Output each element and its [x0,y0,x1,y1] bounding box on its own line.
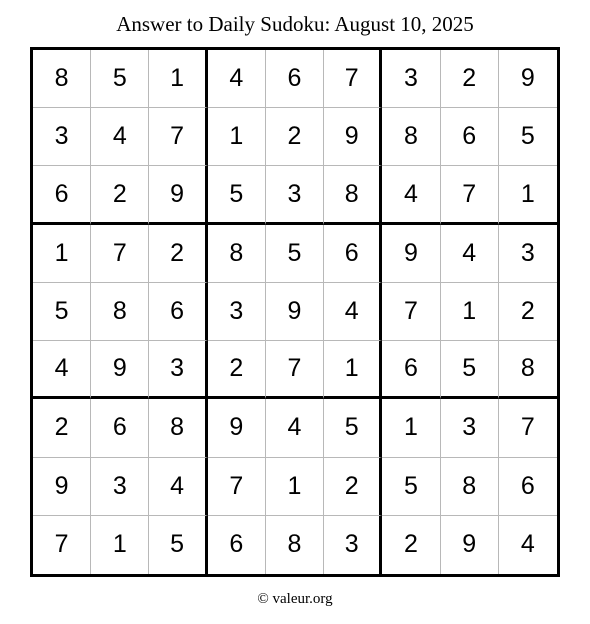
sudoku-cell: 4 [324,283,382,341]
sudoku-cell: 8 [266,516,324,574]
sudoku-cell: 6 [149,283,207,341]
sudoku-cell: 2 [33,399,91,457]
sudoku-cell: 9 [91,341,149,399]
sudoku-cell: 8 [33,50,91,108]
sudoku-cell: 3 [382,50,440,108]
sudoku-cell: 8 [208,225,266,283]
sudoku-cell: 7 [91,225,149,283]
sudoku-cell: 8 [499,341,557,399]
sudoku-cell: 4 [441,225,499,283]
sudoku-cell: 5 [149,516,207,574]
sudoku-cell: 8 [324,166,382,224]
sudoku-cell: 9 [324,108,382,166]
sudoku-cell: 2 [91,166,149,224]
sudoku-cell: 3 [324,516,382,574]
sudoku-grid [30,47,560,577]
sudoku-cell: 7 [149,108,207,166]
sudoku-cell: 9 [441,516,499,574]
sudoku-cell: 1 [149,50,207,108]
sudoku-cell: 9 [499,50,557,108]
sudoku-cell: 5 [499,108,557,166]
page-title: Answer to Daily Sudoku: August 10, 2025 [116,12,474,36]
sudoku-cell: 5 [266,225,324,283]
sudoku-cell: 8 [382,108,440,166]
sudoku-cell: 5 [91,50,149,108]
sudoku-cell: 1 [382,399,440,457]
sudoku-cell: 1 [208,108,266,166]
sudoku-cell: 7 [266,341,324,399]
sudoku-cell: 1 [33,225,91,283]
sudoku-cell: 6 [499,458,557,516]
sudoku-cell: 4 [266,399,324,457]
sudoku-cell: 8 [91,283,149,341]
sudoku-cell: 3 [499,225,557,283]
sudoku-cell: 6 [324,225,382,283]
sudoku-cell: 7 [382,283,440,341]
sudoku-cell: 4 [33,341,91,399]
sudoku-cell: 7 [499,399,557,457]
sudoku-cell: 5 [324,399,382,457]
sudoku-cell: 6 [382,341,440,399]
sudoku-cell: 1 [324,341,382,399]
sudoku-cell: 3 [91,458,149,516]
sudoku-cell: 9 [149,166,207,224]
sudoku-cell: 5 [208,166,266,224]
sudoku-cell: 3 [33,108,91,166]
sudoku-cell: 2 [441,50,499,108]
sudoku-cell: 2 [208,341,266,399]
sudoku-cell: 8 [441,458,499,516]
sudoku-cell: 7 [441,166,499,224]
sudoku-cell: 9 [208,399,266,457]
sudoku-cell: 6 [91,399,149,457]
sudoku-cell: 1 [91,516,149,574]
sudoku-cell: 2 [149,225,207,283]
sudoku-cell: 1 [441,283,499,341]
sudoku-cell: 9 [266,283,324,341]
sudoku-cell: 4 [520,530,535,559]
sudoku-cell: 3 [266,166,324,224]
sudoku-cell: 2 [382,516,440,574]
sudoku-cell: 7 [33,516,91,574]
sudoku-cell: 6 [208,516,266,574]
sudoku-cell: 9 [33,458,91,516]
sudoku-cell: 2 [324,458,382,516]
sudoku-cell: 4 [208,50,266,108]
sudoku-cell: 6 [441,108,499,166]
sudoku-cell: 8 [149,399,207,457]
sudoku-cell: 4 [149,458,207,516]
copyright-footer: © valeur.org [257,591,333,607]
sudoku-cell: 2 [499,283,557,341]
sudoku-cell: 2 [266,108,324,166]
sudoku-cell: 4 [382,166,440,224]
sudoku-cell: 1 [499,166,557,224]
sudoku-cell: 3 [441,399,499,457]
sudoku-cell: 3 [208,283,266,341]
sudoku-cell: 4 [91,108,149,166]
sudoku-cell: 7 [324,50,382,108]
sudoku-cell: 7 [208,458,266,516]
sudoku-cell: 5 [441,341,499,399]
sudoku-cell: 5 [33,283,91,341]
sudoku-cell: 6 [266,50,324,108]
sudoku-cell: 1 [266,458,324,516]
sudoku-cell: 3 [149,341,207,399]
sudoku-cell: 9 [382,225,440,283]
sudoku-cell: 5 [382,458,440,516]
sudoku-cell: 6 [33,166,91,224]
